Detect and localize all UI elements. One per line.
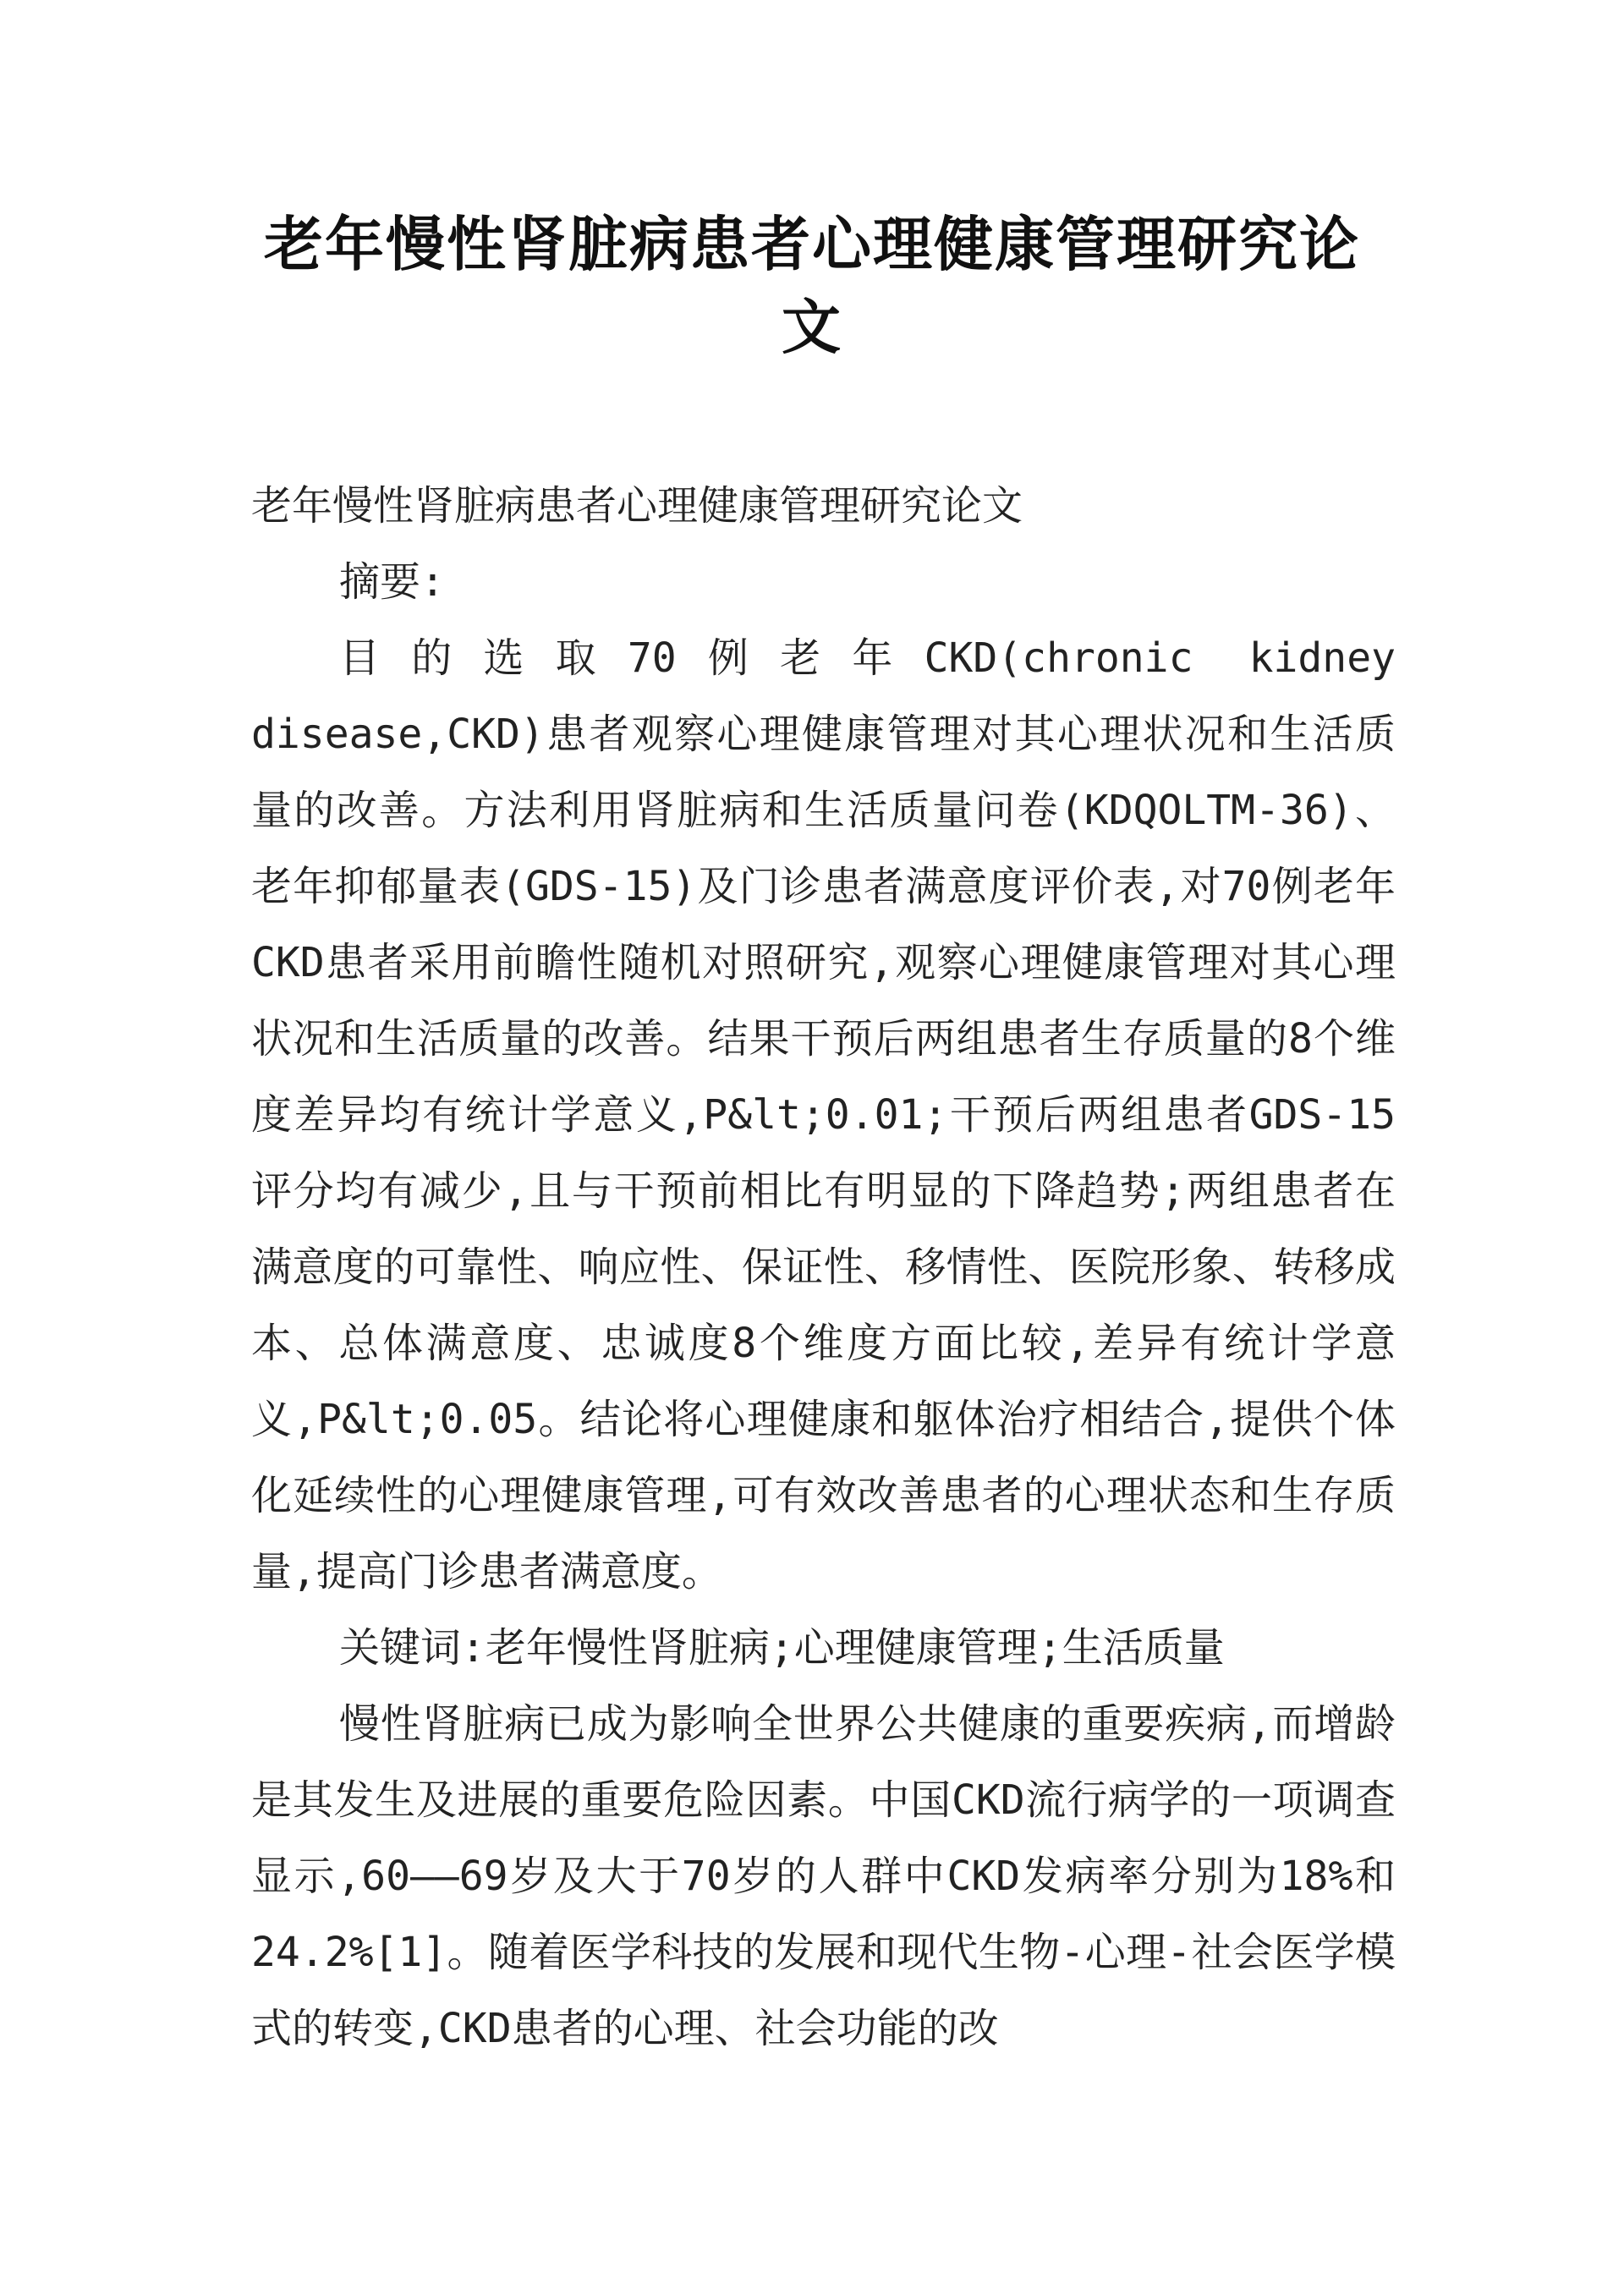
document-body (251, 468, 1396, 2067)
abstract-paragraph: 目的选取70例老年CKD(chronic kidney disease,CKD)患者观察心理健康管理对其心理状况和生活质量的改善。方法利用肾脏病和生活质量问卷(KDQOLTM-36)、老年抑郁量表(GDS-15)及门诊患者满意度评价表,对70例老年CKD患者采用前瞻性随机对照研究,观察心理健康管理对其心理状况和生活质量的改善。结果干预后两组患者生存质量的8个维度差异均有统计学意义,P&lt;0.01;干预后两组患者GDS-15评分均有减少,且与干预前相比有明显的下降趋势;两组患者在满意度的可靠性、响应性、保证性、移情性、医院形象、转移成本、总体满意度、忠诚度8个维度方面比较,差异有统计学意义,P&lt;0.05。结论将心理健康和躯体治疗相结合,提供个体化延续性的心理健康管理,可有效改善患者的心理状态和生存质量,提高门诊患者满意度。 (251, 634, 1396, 1595)
abstract-label: 摘要: (339, 558, 445, 606)
subtitle-line: 老年慢性肾脏病患者心理健康管理研究论文 (251, 482, 1023, 530)
intro-paragraph: 慢性肾脏病已成为影响全世界公共健康的重要疾病,而增龄是其发生及进展的重要危险因素。中国CKD流行病学的一项调查显示,60——69岁及大于70岁的人群中CKD发病率分别为18%和24.2%[1]。随着医学科技的发展和现代生物-心理-社会医学模式的转变,CKD患者的心理、社会功能的改 (251, 1700, 1396, 2052)
keywords-line: 关键词:老年慢性肾脏病;心理健康管理;生活质量 (339, 1624, 1225, 1672)
document-title: 老年慢性肾脏病患者心理健康管理研究论文 (264, 209, 1360, 362)
